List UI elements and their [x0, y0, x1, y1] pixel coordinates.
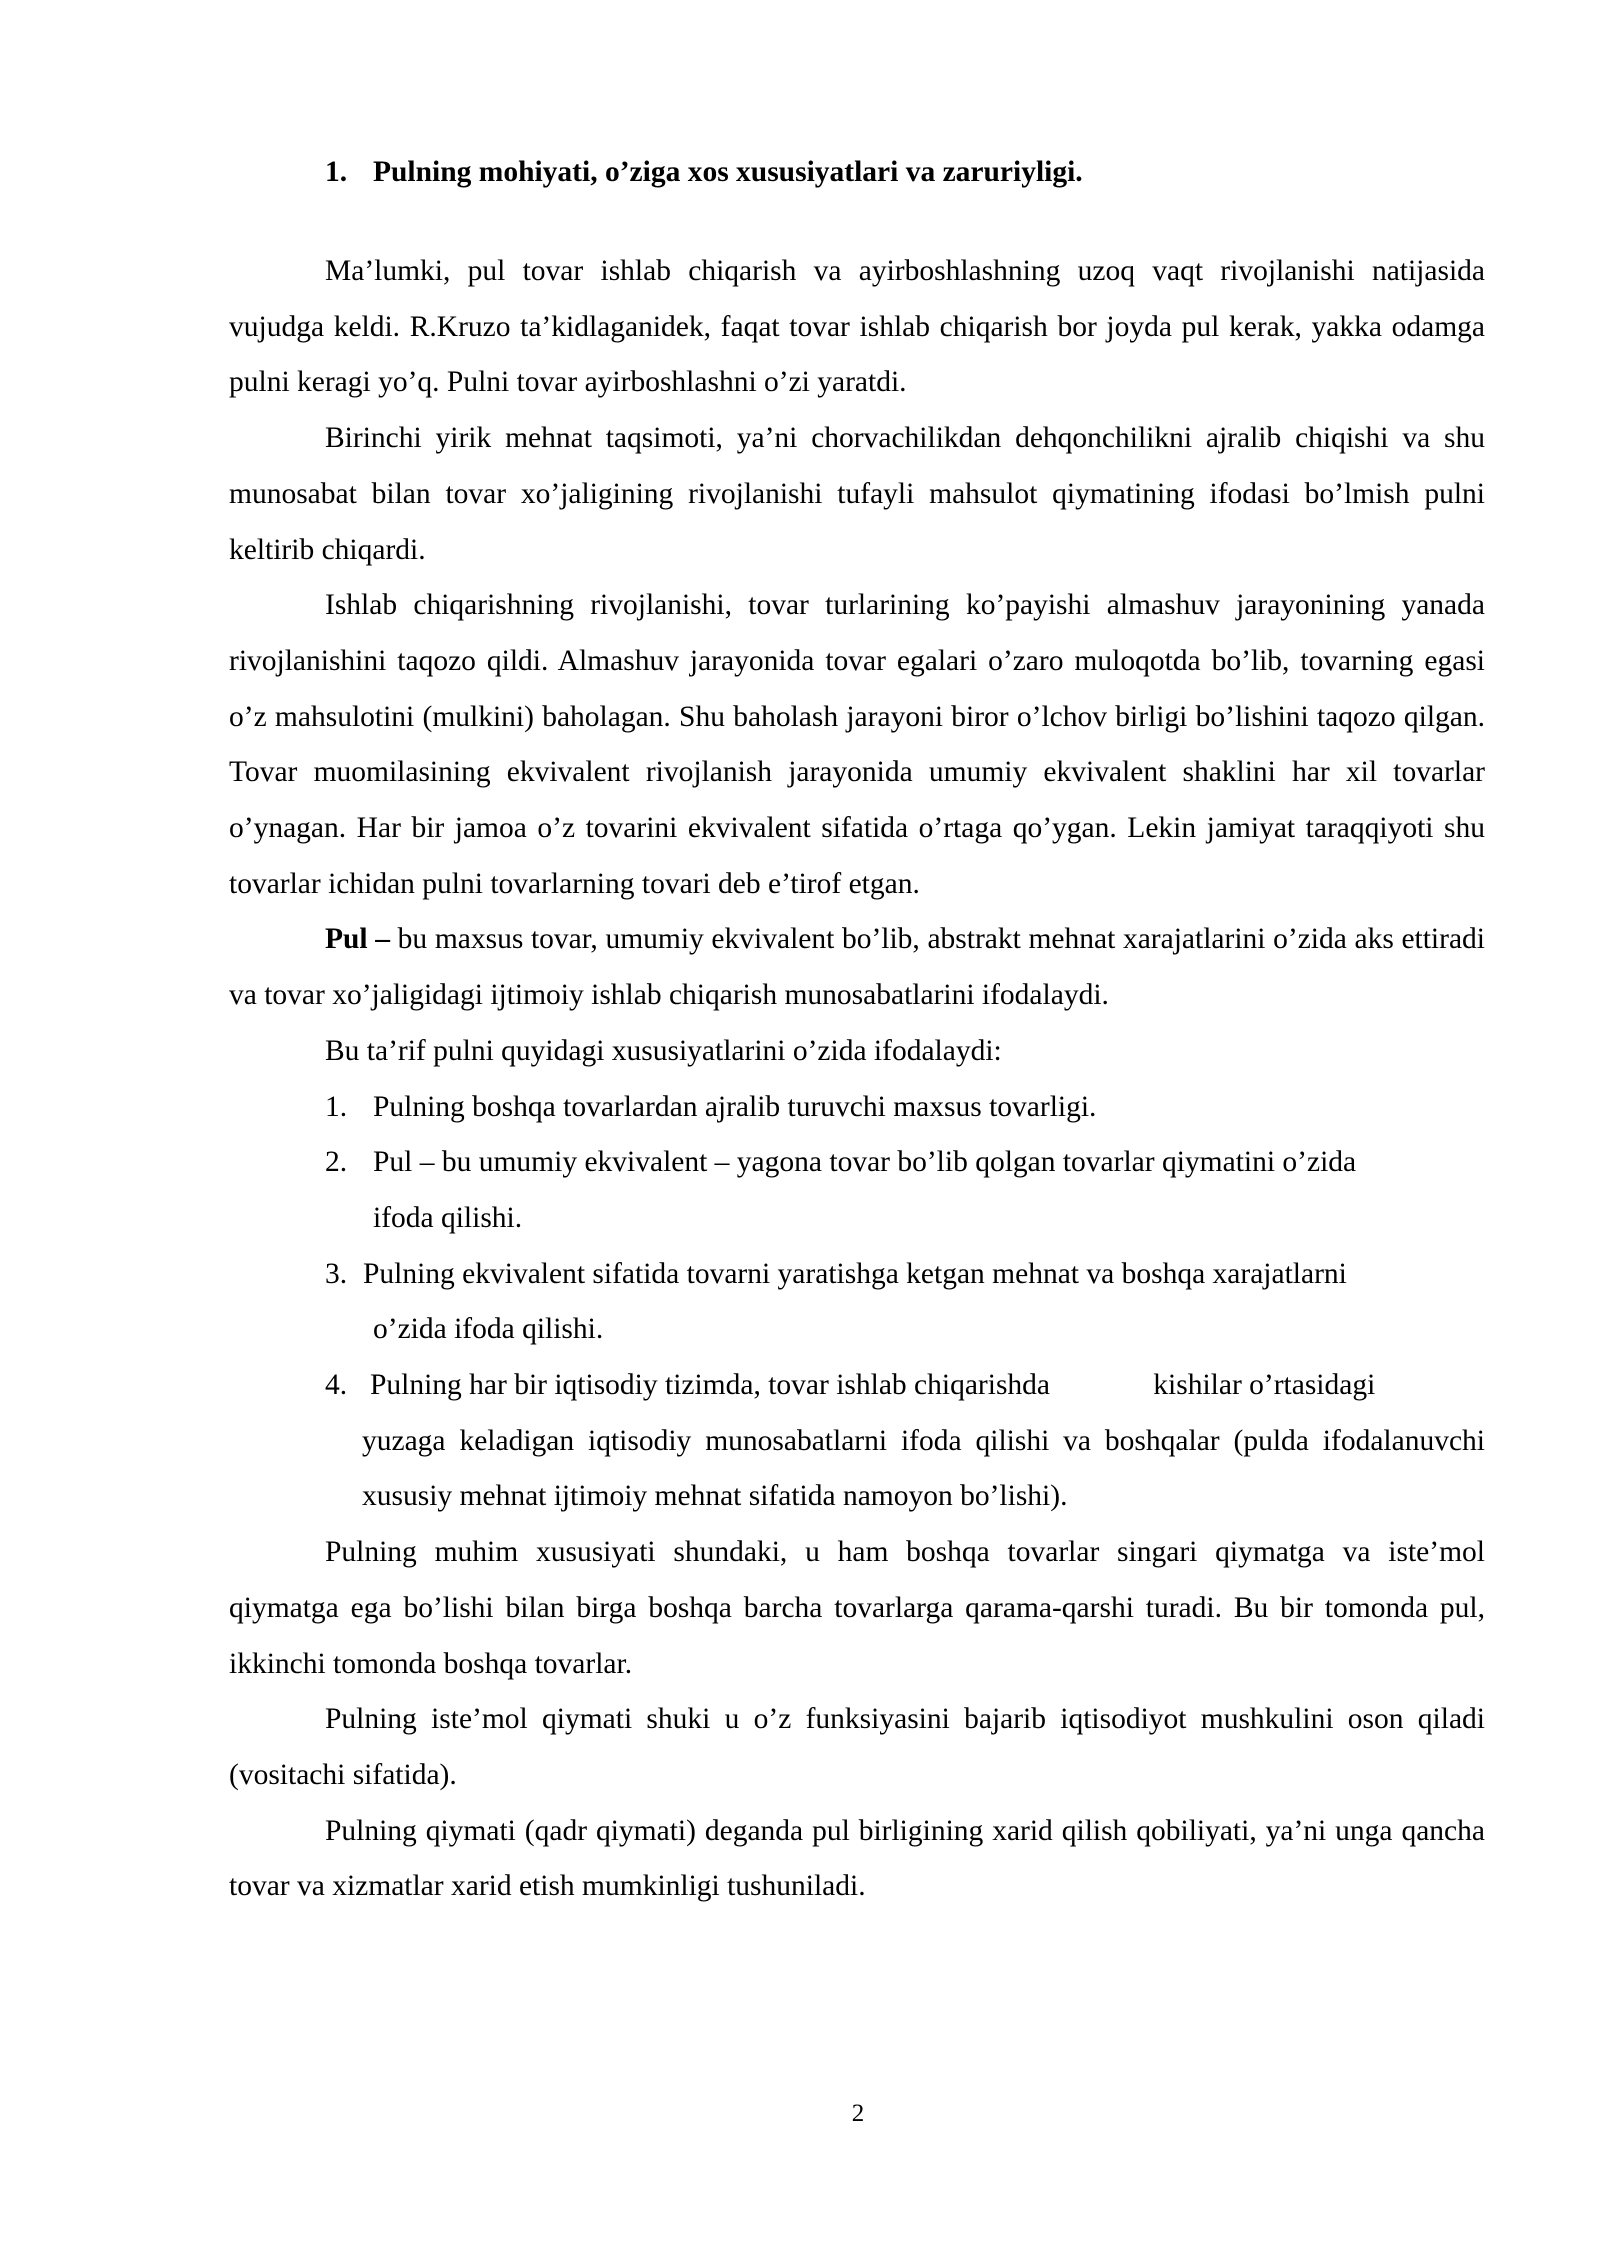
page-number: 2 — [851, 2100, 865, 2127]
list-item — [229, 1247, 1485, 1358]
list-item — [229, 1135, 1485, 1246]
list-item-number: 2. — [325, 1146, 348, 1179]
paragraph: Pulning iste’mol qiymati shuki u o’z funksiyasini bajarib iqtisodiyot mushkulini oson qiladi (vositachi sifatida). — [229, 1703, 1485, 1791]
paragraph: Birinchi yirik mehnat taqsimoti, ya’ni chorvachilikdan dehqonchilikni ajralib chiqishi va shu munosabat bilan tovar xo’jaligining rivojlanishi tufayli mahsulot qiymatining ifodasi bo’lmish pulni keltirib chiqardi. — [229, 422, 1485, 566]
definition-paragraph — [229, 912, 1485, 1023]
properties-list — [229, 1080, 1485, 1526]
section-heading-number: 1. — [325, 156, 348, 188]
list-item-continuation: yuzaga keladigan iqtisodiy munosabatlarni ifoda qilishi va boshqalar (pulda ifodalanuvchi xususiy mehnat ijtimoiy mehnat sifatida namoyon bo’lishi). — [362, 1424, 1485, 1513]
list-item — [229, 1358, 1485, 1525]
section-heading-text: Pulning mohiyati, o’ziga xos xususiyatlari va zaruriyligi. — [373, 156, 1083, 188]
list-item-text: Pulning har bir iqtisodiy tizimda, tovar ishlab chiqarishda kishilar o’rtasidagi — [370, 1369, 1376, 1402]
list-item — [229, 1080, 1485, 1136]
paragraph: Ishlab chiqarishning rivojlanishi, tovar turlarining ko’payishi almashuv jarayonining yanada rivojlanishini taqozo qildi. Almashuv jarayonida tovar egalari o’zaro muloqotda bo’lib, tovarning egasi o’z mahsulotini (mulkini) baholagan. Shu baholash jarayoni biror o’lchov birligi bo’lishini taqozo qilgan. Tovar muomilasining ekvivalent rivojlanish jarayonida umumiy ekvivalent shaklini har xil tovarlar o’ynagan. Har bir jamoa o’z tovarini ekvivalent sifatida o’rtaga qo’ygan. Lekin jamiyat taraqqiyoti shu tovarlar ichidan pulni tovarlarning tovari deb e’tirof etgan. — [229, 589, 1485, 900]
paragraph: Pulning qiymati (qadr qiymati) deganda pul birligining xarid qilish qobiliyati, ya’ni unga qancha tovar va xizmatlar xarid etish mumkinligi tushuniladi. — [229, 1814, 1485, 1903]
definition-term: Pul – — [325, 923, 391, 956]
list-item-text: Pulning boshqa tovarlardan ajralib turuvchi maxsus tovarligi. — [373, 1090, 1097, 1123]
list-item-text: Pulning ekvivalent sifatida tovarni yaratishga ketgan mehnat va boshqa xarajatlarni — [363, 1257, 1347, 1290]
list-intro: Bu ta’rif pulni quyidagi xususiyatlarini o’zida ifodalaydi: — [325, 1034, 1002, 1067]
list-item-text: Pul – bu umumiy ekvivalent – yagona tovar bo’lib qolgan tovarlar qiymatini o’zida — [373, 1146, 1357, 1179]
section-heading — [229, 148, 1485, 196]
document-page — [229, 148, 1485, 1915]
paragraph: Ma’lumki, pul tovar ishlab chiqarish va ayirboshlashning uzoq vaqt rivojlanishi natijasida vujudga keldi. R.Kruzo ta’kidlaganidek, faqat tovar ishlab chiqarish bor joyda pul kerak, yakka odamga pulni keragi yo’q. Pulni tovar ayirboshlashni o’zi yaratdi. — [229, 255, 1485, 399]
list-item-number: 1. — [325, 1090, 348, 1123]
list-item-number: 3. — [325, 1257, 348, 1290]
list-item-continuation: o’zida ifoda qilishi. — [373, 1313, 604, 1346]
list-item-number: 4. — [325, 1369, 348, 1402]
definition-text: bu maxsus tovar, umumiy ekvivalent bo’lib, abstrakt mehnat xarajatlarini o’zida aks ettiradi va tovar xo’jaligidagi ijtimoiy ishlab chiqarish munosabatlarini ifodalaydi. — [229, 923, 1485, 1012]
list-item-continuation: ifoda qilishi. — [373, 1201, 523, 1234]
paragraph: Pulning muhim xususiyati shundaki, u ham boshqa tovarlar singari qiymatga va iste’mol qiymatga ega bo’lishi bilan birga boshqa barcha tovarlarga qarama-qarshi turadi. Bu bir tomonda pul, ikkinchi tomonda boshqa tovarlar. — [229, 1536, 1485, 1680]
